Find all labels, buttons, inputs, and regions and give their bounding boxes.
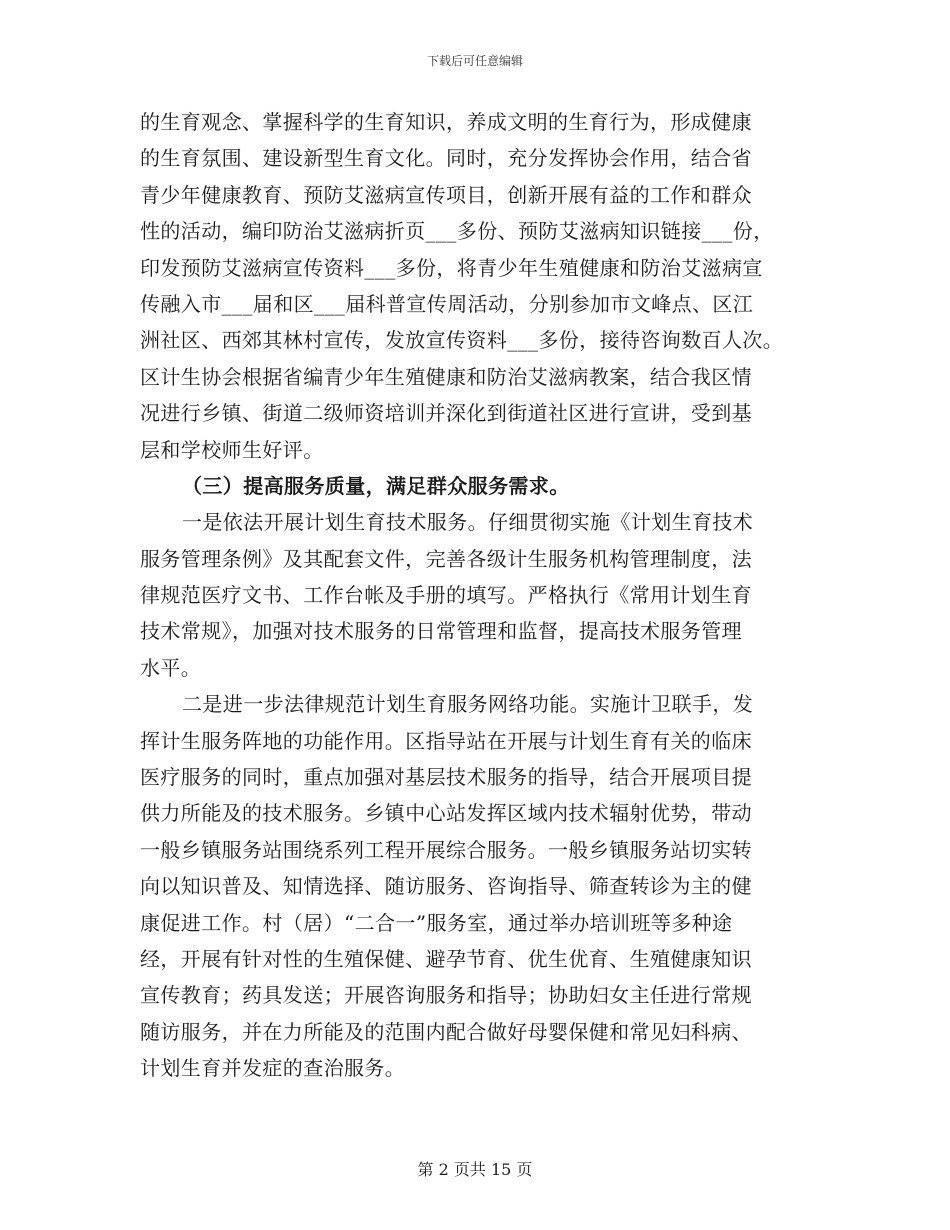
text-line: 一般乡镇服务站围绕系列工程开展综合服务。一般乡镇服务站切实转 bbox=[140, 837, 752, 862]
text-line: 况进行乡镇、街道二级师资培训并深化到街道社区进行宣讲，受到基 bbox=[140, 401, 752, 426]
text-line: 随访服务，并在力所能及的范围内配合做好母婴保健和常见妇科病、 bbox=[140, 1019, 752, 1044]
text-line: 服务管理条例》及其配套文件，完善各级计生服务机构管理制度，法 bbox=[140, 546, 752, 571]
section-heading: （三）提高服务质量，满足群众服务需求。 bbox=[182, 473, 570, 498]
text-line: 宣传教育；药具发送；开展咨询服务和指导；协助妇女主任进行常规 bbox=[140, 983, 752, 1008]
text-line: 洲社区、西郊其林村宣传，发放宣传资料___多份，接待咨询数百人次。 bbox=[140, 328, 784, 353]
page-footer: 第 2 页共 15 页 bbox=[417, 1160, 533, 1179]
text-line: 印发预防艾滋病宣传资料___多份，将青少年生殖健康和防治艾滋病宣 bbox=[140, 255, 763, 280]
text-line: 医疗服务的同时，重点加强对基层技术服务的指导，结合开展项目提 bbox=[140, 765, 752, 790]
text-line: 康促进工作。村（居）“二合一”服务室，通过举办培训班等多种途 bbox=[140, 910, 733, 935]
text-line: 区计生协会根据省编青少年生殖健康和防治艾滋病教案，结合我区情 bbox=[140, 364, 752, 389]
text-line: 层和学校师生好评。 bbox=[140, 437, 324, 462]
text-line: 经，开展有针对性的生殖保健、避孕节育、优生优育、生殖健康知识 bbox=[140, 946, 752, 971]
text-line: 向以知识普及、知情选择、随访服务、咨询指导、筛查转诊为主的健 bbox=[140, 874, 752, 899]
text-line: 水平。 bbox=[140, 655, 202, 680]
text-line: 技术常规》，加强对技术服务的日常管理和监督，提高技术服务管理 bbox=[140, 619, 742, 644]
page-header: 下载后可任意编辑 bbox=[426, 54, 523, 68]
document-body bbox=[140, 104, 820, 1087]
text-line: 传融入市___届和区___届科普宣传周活动，分别参加市文峰点、区江 bbox=[140, 291, 754, 316]
text-line: 二是进一步法律规范计划生育服务网络功能。实施计卫联手，发 bbox=[182, 692, 754, 717]
text-line: 的生育观念、掌握科学的生育知识，养成文明的生育行为，形成健康 bbox=[140, 110, 752, 134]
text-line: 性的活动，编印防治艾滋病折页___多份、预防艾滋病知识链接___份， bbox=[140, 219, 774, 244]
text-line: 挥计生服务阵地的功能作用。区指导站在开展与计划生育有关的临床 bbox=[140, 728, 752, 753]
text-line: 青少年健康教育、预防艾滋病宣传项目，创新开展有益的工作和群众 bbox=[140, 182, 752, 207]
text-line: 计划生育并发症的查治服务。 bbox=[140, 1056, 406, 1081]
text-line: 律规范医疗文书、工作台帐及手册的填写。严格执行《常用计划生育 bbox=[140, 583, 752, 608]
text-line: 供力所能及的技术服务。乡镇中心站发挥区域内技术辐射优势，带动 bbox=[140, 801, 752, 826]
text-line: 的生育氛围、建设新型生育文化。同时，充分发挥协会作用，结合省 bbox=[140, 146, 752, 171]
text-line: 一是依法开展计划生育技术服务。仔细贯彻实施《计划生育技术 bbox=[182, 510, 754, 535]
